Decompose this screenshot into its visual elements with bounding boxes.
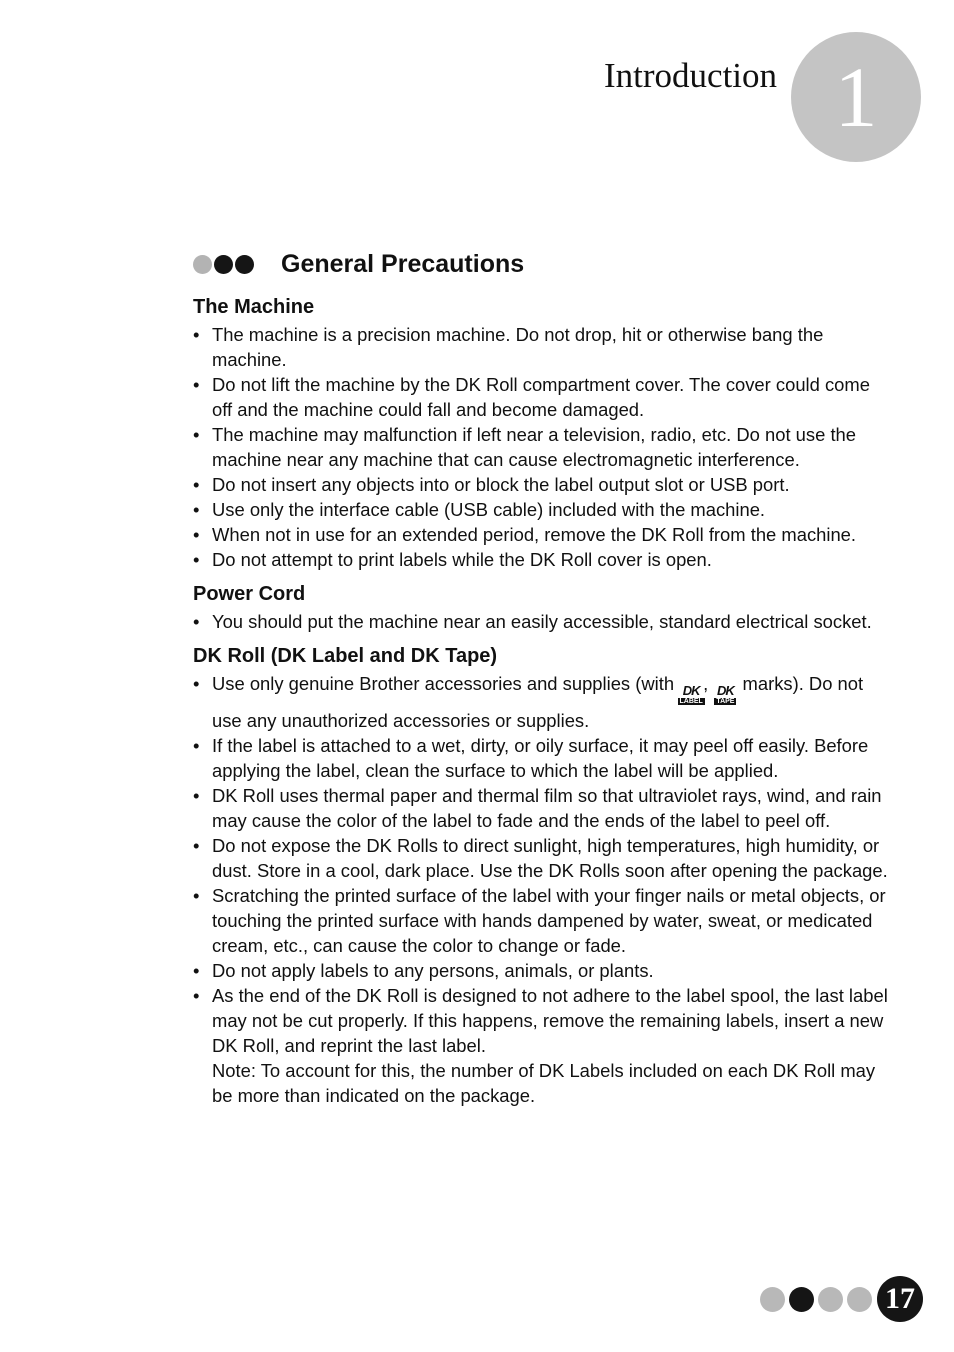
page-footer (760, 1276, 923, 1322)
list-item: • DK Roll uses thermal paper and thermal film so that ultraviolet rays, wind, and rain may cause the color of the label to fade and the ends of the label to peel off. (193, 783, 893, 833)
note-text: Note: To account for this, the number of DK Labels included on each DK Roll may be more than indicated on the package. (212, 1060, 876, 1106)
list-item: • Do not lift the machine by the DK Roll compartment cover. The cover could come off and the machine could fall and become damaged. (193, 372, 893, 422)
list-item: • When not in use for an extended period, remove the DK Roll from the machine. (193, 522, 893, 547)
list-item: • Do not expose the DK Rolls to direct sunlight, high temperatures, high humidity, or dust. Store in a cool, dark place. Use the DK Rolls soon after opening the package. (193, 833, 893, 883)
dk-mark-text: DK (717, 683, 734, 698)
dk-roll-list (193, 671, 893, 1108)
grey-dot-icon (847, 1287, 872, 1312)
list-item: • Do not attempt to print labels while the DK Roll cover is open. (193, 547, 893, 572)
black-dot-icon (789, 1287, 814, 1312)
dk-mark-text: DK (682, 683, 700, 698)
list-item: • Use only the interface cable (USB cable) included with the machine. (193, 497, 893, 522)
section-title: General Precautions (281, 250, 525, 278)
black-dot-icon (235, 255, 254, 274)
machine-list (193, 322, 893, 572)
list-item (193, 671, 893, 733)
list-item: • Scratching the printed surface of the label with your finger nails or metal objects, or touching the printed surface with hands dampened by water, sweat, or medicated cream, etc., can cause the color to change or fade. (193, 883, 893, 958)
list-item-text: , (703, 673, 714, 694)
black-dot-icon (214, 255, 233, 274)
list-item: • If the label is attached to a wet, dirty, or oily surface, it may peel off easily. Before applying the label, clean the surface to which the label will be applied. (193, 733, 893, 783)
dk-mark-subtext: LABEL (679, 698, 703, 705)
list-item: • Do not insert any objects into or block the label output slot or USB port. (193, 472, 893, 497)
list-item: • The machine may malfunction if left near a television, radio, etc. Do not use the machine near any machine that can cause electromagnetic interference. (193, 422, 893, 472)
dk-mark-subtext: TAPE (716, 698, 735, 705)
chapter-title: Introduction (604, 56, 778, 95)
list-item-text: As the end of the DK Roll is designed to not adhere to the label spool, the last label may not be cut properly. If this happens, remove the remaining labels, insert a new DK Roll, and reprint the last label. (212, 985, 888, 1056)
list-item: • The machine is a precision machine. Do not drop, hit or otherwise bang the machine. (193, 322, 893, 372)
chapter-number-badge: 1 (791, 32, 921, 162)
subsection-heading-power-cord: Power Cord (193, 583, 306, 605)
grey-dot-icon (193, 255, 212, 274)
power-cord-list (193, 609, 893, 634)
dk-tape-mark-icon (713, 684, 737, 708)
grey-dot-icon (818, 1287, 843, 1312)
subsection-heading-machine: The Machine (193, 296, 315, 318)
dk-label-mark-icon (679, 684, 703, 708)
list-item-text: marks). Do not use any unauthorized accessories or supplies. (212, 673, 864, 731)
precautions-content (193, 292, 893, 1108)
heading-dots-icon (193, 255, 256, 274)
list-item (193, 983, 893, 1108)
list-item: • Do not apply labels to any persons, animals, or plants. (193, 958, 893, 983)
page-number: 17 (877, 1276, 923, 1322)
list-item-text: Use only genuine Brother accessories and supplies (with (212, 673, 680, 694)
section-heading (193, 250, 524, 279)
subsection-heading-dk-roll: DK Roll (DK Label and DK Tape) (193, 645, 498, 667)
list-item: • You should put the machine near an easily accessible, standard electrical socket. (193, 609, 893, 634)
grey-dot-icon (760, 1287, 785, 1312)
